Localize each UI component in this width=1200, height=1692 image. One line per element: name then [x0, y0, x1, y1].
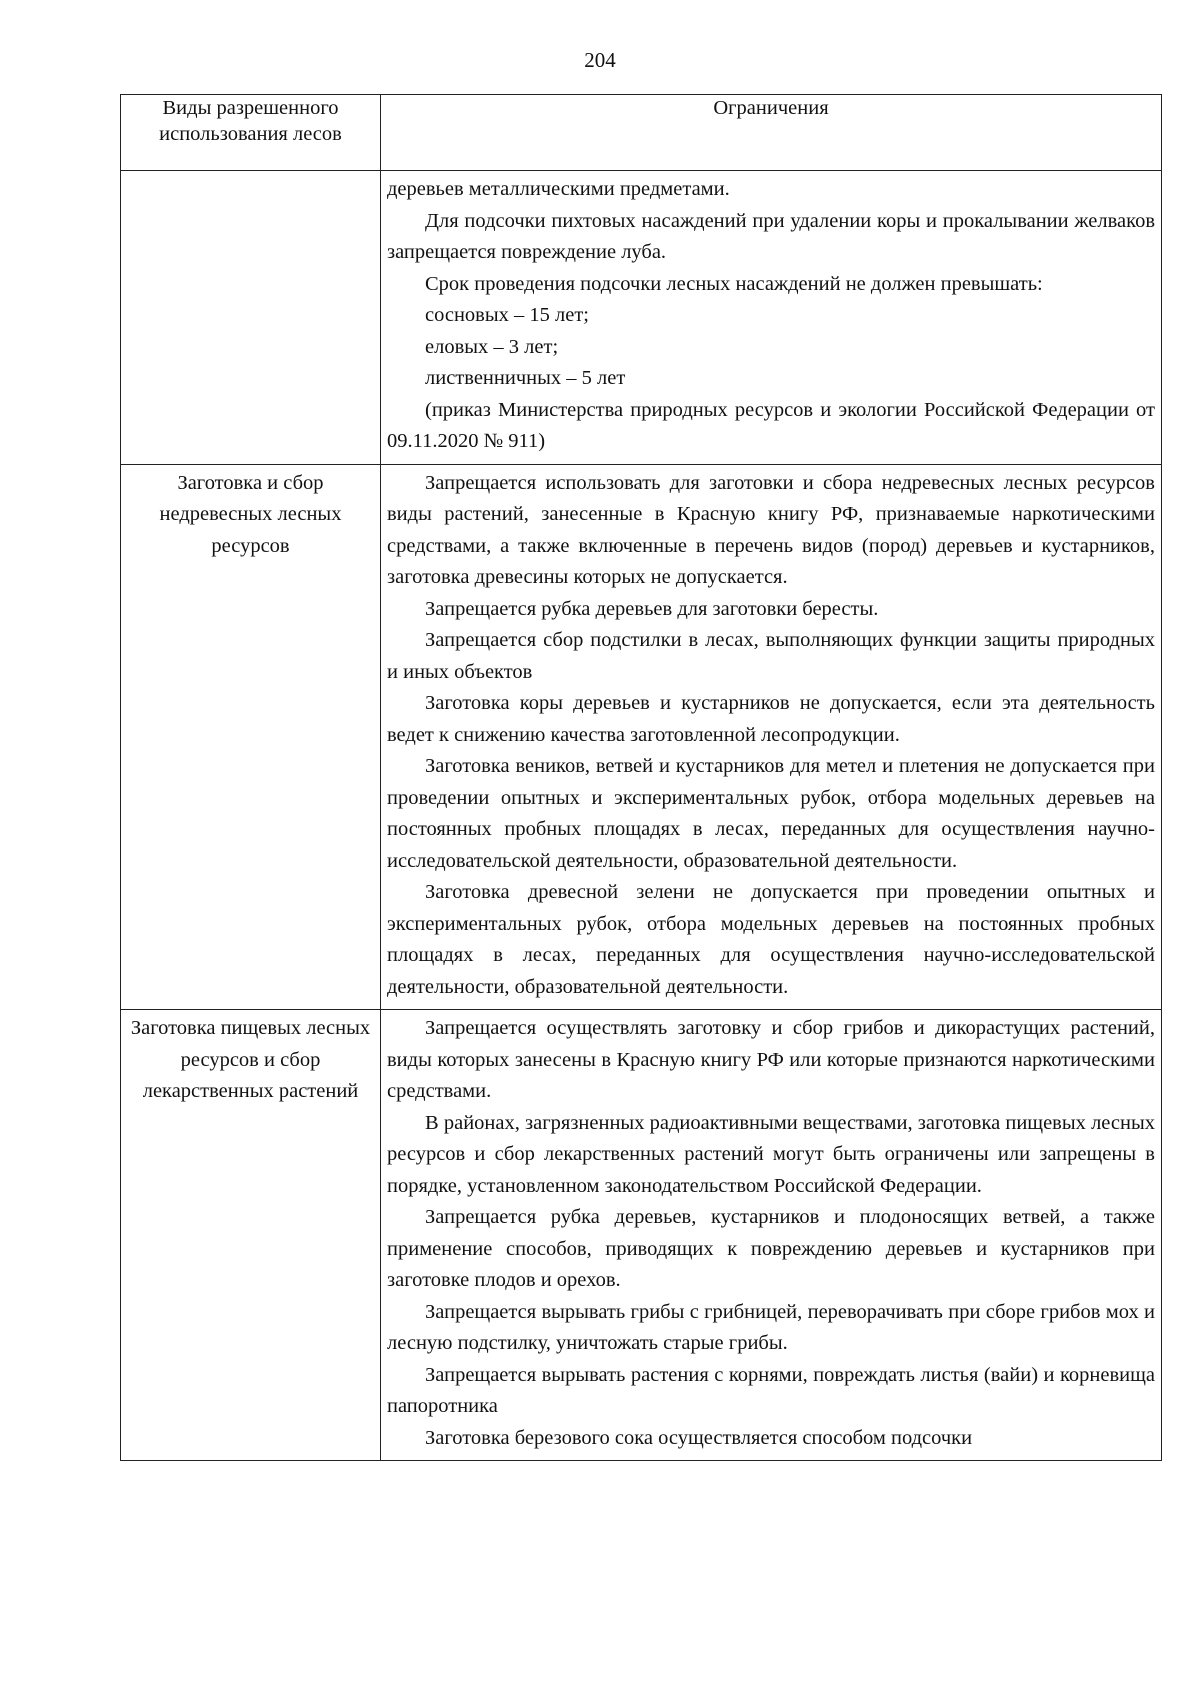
restrictions-cell [381, 1010, 1162, 1461]
paragraph: деревьев металлическими предметами. [387, 178, 730, 200]
table-header-row [121, 95, 1162, 171]
paragraph: Заготовка веников, ветвей и кустарников для метел и плетения не допускается при проведении опытных и экспериментальных рубок, отбора модельных деревьев на постоянных пробных площадях в лесах, переданных для осуществления научно-исследовательской деятельности, образовательной деятельности. [387, 755, 1155, 872]
paragraph: Заготовка древесной зелени не допускается при проведении опытных и экспериментальных рубок, отбора модельных деревьев на постоянных пробных площадях в лесах, переданных для осуществления научно-исследовательской деятельности, образовательной деятельности. [387, 881, 1155, 998]
table-row [121, 171, 1162, 465]
table-row [121, 464, 1162, 1010]
restrictions-table [120, 94, 1162, 1461]
kind-cell [121, 171, 381, 465]
paragraph: В районах, загрязненных радиоактивными веществами, заготовка пищевых лесных ресурсов и сбор лекарственных растений могут быть ограничены или запрещены в порядке, установленном законодательством Российской Федерации. [387, 1111, 1155, 1197]
paragraph: Запрещается вырывать грибы с грибницей, переворачивать при сборе грибов мох и лесную подстилку, уничтожать старые грибы. [387, 1300, 1155, 1354]
paragraph: Заготовка коры деревьев и кустарников не допускается, если эта деятельность ведет к снижению качества заготовленной лесопродукции. [387, 692, 1155, 746]
paragraph: Запрещается рубка деревьев для заготовки бересты. [425, 597, 879, 620]
paragraph: Запрещается рубка деревьев, кустарников и плодоносящих ветвей, а также применение способов, приводящих к повреждению деревьев и кустарников при заготовке плодов и орехов. [387, 1206, 1155, 1291]
paragraph: Запрещается сбор подстилки в лесах, выполняющих функции защиты природных и иных объектов [387, 629, 1155, 683]
header-kind: Виды разрешенного использования лесов [121, 95, 381, 171]
list-item: лиственничных – 5 лет [425, 367, 626, 389]
paragraph: Запрещается вырывать растения с корнями, повреждать листья (вайи) и корневища папоротника [387, 1363, 1155, 1417]
paragraph: (приказ Министерства природных ресурсов и экологии Российской Федерации от 09.11.2020 № 911) [387, 398, 1155, 452]
restrictions-cell [381, 464, 1162, 1010]
paragraph: Срок проведения подсочки лесных насаждений не должен превышать: [425, 272, 1043, 295]
list-item: еловых – 3 лет; [425, 335, 559, 358]
list-item: сосновых – 15 лет; [425, 304, 589, 326]
paragraph: Для подсочки пихтовых насаждений при удалении коры и прокалывании желваков запрещается повреждение луба. [387, 209, 1155, 263]
header-restrictions: Ограничения [381, 95, 1162, 171]
kind-cell: Заготовка пищевых лесных ресурсов и сбор лекарственных растений [121, 1010, 381, 1461]
paragraph: Запрещается использовать для заготовки и сбора недревесных лесных ресурсов виды растений, занесенные в Красную книгу РФ, признаваемые наркотическими средствами, а также включенные в перечень видов (пород) деревьев и кустарников, заготовка древесины которых не допускается. [387, 471, 1155, 588]
table-row [121, 1010, 1162, 1461]
restrictions-cell [381, 171, 1162, 465]
kind-cell: Заготовка и сбор недревесных лесных ресурсов [121, 464, 381, 1010]
paragraph: Запрещается осуществлять заготовку и сбор грибов и дикорастущих растений, виды которых занесены в Красную книгу РФ или которые признаются наркотическими средствами. [387, 1017, 1155, 1102]
page-number: 204 [584, 48, 616, 72]
paragraph: Заготовка березового сока осуществляется способом подсочки [425, 1426, 973, 1449]
